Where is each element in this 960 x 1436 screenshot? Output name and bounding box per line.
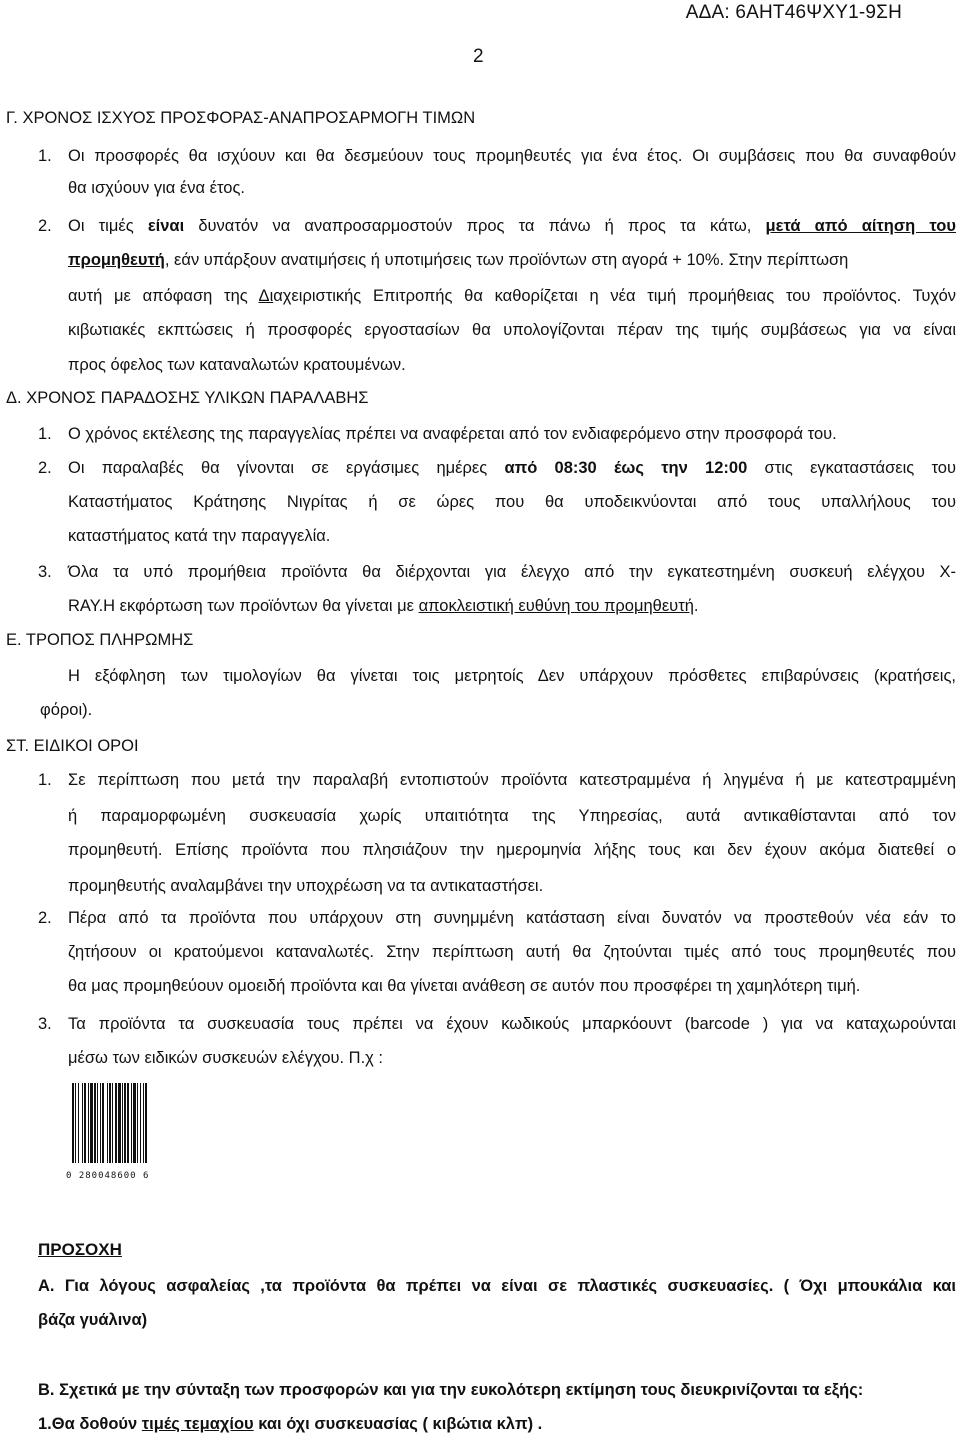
barcode-bar <box>124 1083 126 1163</box>
st-item-1-line-3: προμηθευτή. Επίσης προϊόντα που πλησιάζουν την ημερομηνία λήξης τους και δεν έχουν ακόμα διατεθεί ο <box>68 841 956 859</box>
d-item-1-line-1: Ο χρόνος εκτέλεσης της παραγγελίας πρέπει να αναφέρεται από τον ενδιαφερόμενο στην προσφορά του. <box>68 425 837 443</box>
barcode-bar <box>140 1083 141 1163</box>
st-item-3-line-2: μέσω των ειδικών συσκευών ελέγχου. Π.χ : <box>68 1049 384 1067</box>
st-item-1-line-4: προμηθευτής αναλαμβάνει την υποχρέωση να τα αντικαταστήσει. <box>68 877 544 895</box>
g-item-1-line-2: θα ισχύουν για ένα έτος. <box>68 179 245 197</box>
st-item-3-num: 3. <box>38 1015 52 1033</box>
ada-code: ΑΔΑ: 6ΑΗΤ46ΨΧΥ1-9ΣΗ <box>685 2 902 23</box>
d-item-2-num: 2. <box>38 459 52 477</box>
section-g-title: Γ. ΧΡΟΝΟΣ ΙΣΧΥΟΣ ΠΡΟΣΦΟΡΑΣ-ΑΝΑΠΡΟΣΑΡΜΟΓΗ ΤΙΜΩΝ <box>6 109 476 127</box>
g-item-2-line-5: προς όφελος των καταναλωτών κρατουμένων. <box>68 356 406 374</box>
d-item-2-line-3: καταστήματος κατά την παραγγελία. <box>68 527 331 545</box>
barcode-bar <box>88 1083 89 1163</box>
barcode-bar <box>118 1083 121 1163</box>
barcode-bar <box>72 1083 74 1163</box>
barcode-digits: 0 280048600 6 <box>66 1171 150 1181</box>
barcode-bar <box>107 1083 108 1163</box>
barcode-bar <box>75 1083 76 1163</box>
d-item-3-line-2: RAY.Η εκφόρτωση των προϊόντων θα γίνεται με αποκλειστική ευθύνη του προμηθευτή. <box>68 597 699 615</box>
g-item-2-line-2: προμηθευτή, εάν υπάρξουν ανατιμήσεις ή υποτιμήσεις των προϊόντων στη αγορά + 10%. Στην περίπτωση <box>68 251 849 269</box>
section-d-title: Δ. ΧΡΟΝΟΣ ΠΑΡΑΔΟΣΗΣ ΥΛΙΚΩΝ ΠΑΡΑΛΑΒΗΣ <box>6 389 369 407</box>
barcode-bar <box>131 1083 132 1163</box>
st-item-2-num: 2. <box>38 909 52 927</box>
barcode-bar <box>133 1083 136 1163</box>
prosoxi-a-line-1: Α. Για λόγους ασφαλείας ,τα προϊόντα θα πρέπει να είναι σε πλαστικές συσκευασίες. ( Όχι μπουκάλια και <box>38 1277 956 1295</box>
st-item-1-line-1: Σε περίπτωση που μετά την παραλαβή εντοπιστούν προϊόντα κατεστραμμένα ή ληγμένα ή με κατεστραμμένη <box>68 771 956 789</box>
barcode-bar <box>97 1083 98 1163</box>
barcode-bar <box>122 1083 123 1163</box>
barcode-bar <box>109 1083 111 1163</box>
e-line-2: φόροι). <box>40 701 93 719</box>
g-item-2-line-3: αυτή με απόφαση της Διαχειριστικής Επιτροπής θα καθορίζεται η νέα τιμή προμήθειας του προϊόντος. Τυχόν <box>68 287 957 305</box>
st-item-1-num: 1. <box>38 771 52 789</box>
barcode-bar <box>143 1083 144 1163</box>
barcode-bar <box>82 1083 83 1163</box>
section-e-title: Ε. ΤΡΟΠΟΣ ΠΛΗΡΩΜΗΣ <box>6 631 194 649</box>
barcode-bar <box>115 1083 117 1163</box>
g-item-2-line-4: κιβωτιακές εκπτώσεις ή προσφορές εργοστασίων θα υπολογίζονται πέραν της τιμής συμβάσεως για να είναι <box>68 321 956 339</box>
barcode-bar <box>112 1083 113 1163</box>
d-item-3-num: 3. <box>38 563 52 581</box>
e-line-1: Η εξόφληση των τιμολογίων θα γίνεται τοις μετρητοίς Δεν υπάρχουν πρόσθετες επιβαρύνσεις (κρατήσεις, <box>68 667 956 685</box>
barcode-bar <box>127 1083 129 1163</box>
g-item-2-line-1: Οι τιμές είναι δυνατόν να αναπροσαρμοστούν προς τα πάνω ή προς τα κάτω, μετά από αίτηση του <box>68 217 956 235</box>
barcode-bar <box>78 1083 79 1163</box>
g-item-1-num: 1. <box>38 147 52 165</box>
st-item-2-line-3: θα μας προμηθεύουν ομοειδή προϊόντα και θα γίνεται ανάθεση σε αυτόν που προσφέρει τη χαμηλότερη τιμή. <box>68 977 861 995</box>
d-item-2-line-2: Καταστήματος Κράτησης Νιγρίτας ή σε ώρες που θα υποδεικνύονται από τους υπαλλήλους του <box>68 493 956 511</box>
section-st-title: ΣΤ. ΕΙΔΙΚΟΙ ΟΡΟΙ <box>6 737 139 755</box>
page-number: 2 <box>473 46 484 67</box>
prosoxi-b-line-2: 1.Θα δοθούν τιμές τεμαχίου και όχι συσκευασίας ( κιβώτια κλπ) . <box>38 1415 543 1433</box>
g-item-1-line-1: Οι προσφορές θα ισχύουν και θα δεσμεύουν τους προμηθευτές για ένα έτος. Οι συμβάσεις που θα συναφθούν <box>68 147 956 165</box>
barcode-bar <box>137 1083 138 1163</box>
barcode-bar <box>145 1083 147 1163</box>
barcode-bar <box>94 1083 96 1163</box>
st-item-3-line-1: Τα προϊόντα τα συσκευασία τους πρέπει να έχουν κωδικούς μπαρκόουντ (barcode ) για να καταχωρούνται <box>68 1015 956 1033</box>
barcode-bar <box>100 1083 101 1163</box>
barcode-image <box>68 1083 172 1169</box>
barcode-bar <box>84 1083 86 1163</box>
g-item-2-num: 2. <box>38 217 52 235</box>
prosoxi-a-line-2: βάζα γυάλινα) <box>38 1311 148 1329</box>
d-item-2-line-1: Οι παραλαβές θα γίνονται σε εργάσιμες ημέρες από 08:30 έως την 12:00 στις εγκαταστάσεις του <box>68 459 956 477</box>
d-item-3-line-1: Όλα τα υπό προμήθεια προϊόντα θα διέρχονται για έλεγχο από την εγκατεστημένη συσκευή ελέγχου X- <box>68 563 956 581</box>
prosoxi-b-line-1: Β. Σχετικά με την σύνταξη των προσφορών και για την ευκολότερη εκτίμηση τους διευκρινίζονται τα εξής: <box>38 1381 864 1399</box>
d-item-1-num: 1. <box>38 425 52 443</box>
barcode-bar <box>90 1083 93 1163</box>
barcode-bar <box>102 1083 104 1163</box>
st-item-2-line-1: Πέρα από τα προϊόντα που υπάρχουν στη συνημμένη κατάσταση είναι δυνατόν να προστεθούν νέα εάν το <box>68 909 956 927</box>
st-item-2-line-2: ζητήσουν οι κρατούμενοι καταναλωτές. Στην περίπτωση αυτή θα ζητούνται τιμές από τους προμηθευτές που <box>68 943 956 961</box>
prosoxi-title: ΠΡΟΣΟΧΗ <box>38 1240 122 1259</box>
st-item-1-line-2: ή παραμορφωμένη συσκευασία χωρίς υπαιτιότητα της Υπηρεσίας, αυτά αντικαθίστανται από τον <box>68 807 956 825</box>
